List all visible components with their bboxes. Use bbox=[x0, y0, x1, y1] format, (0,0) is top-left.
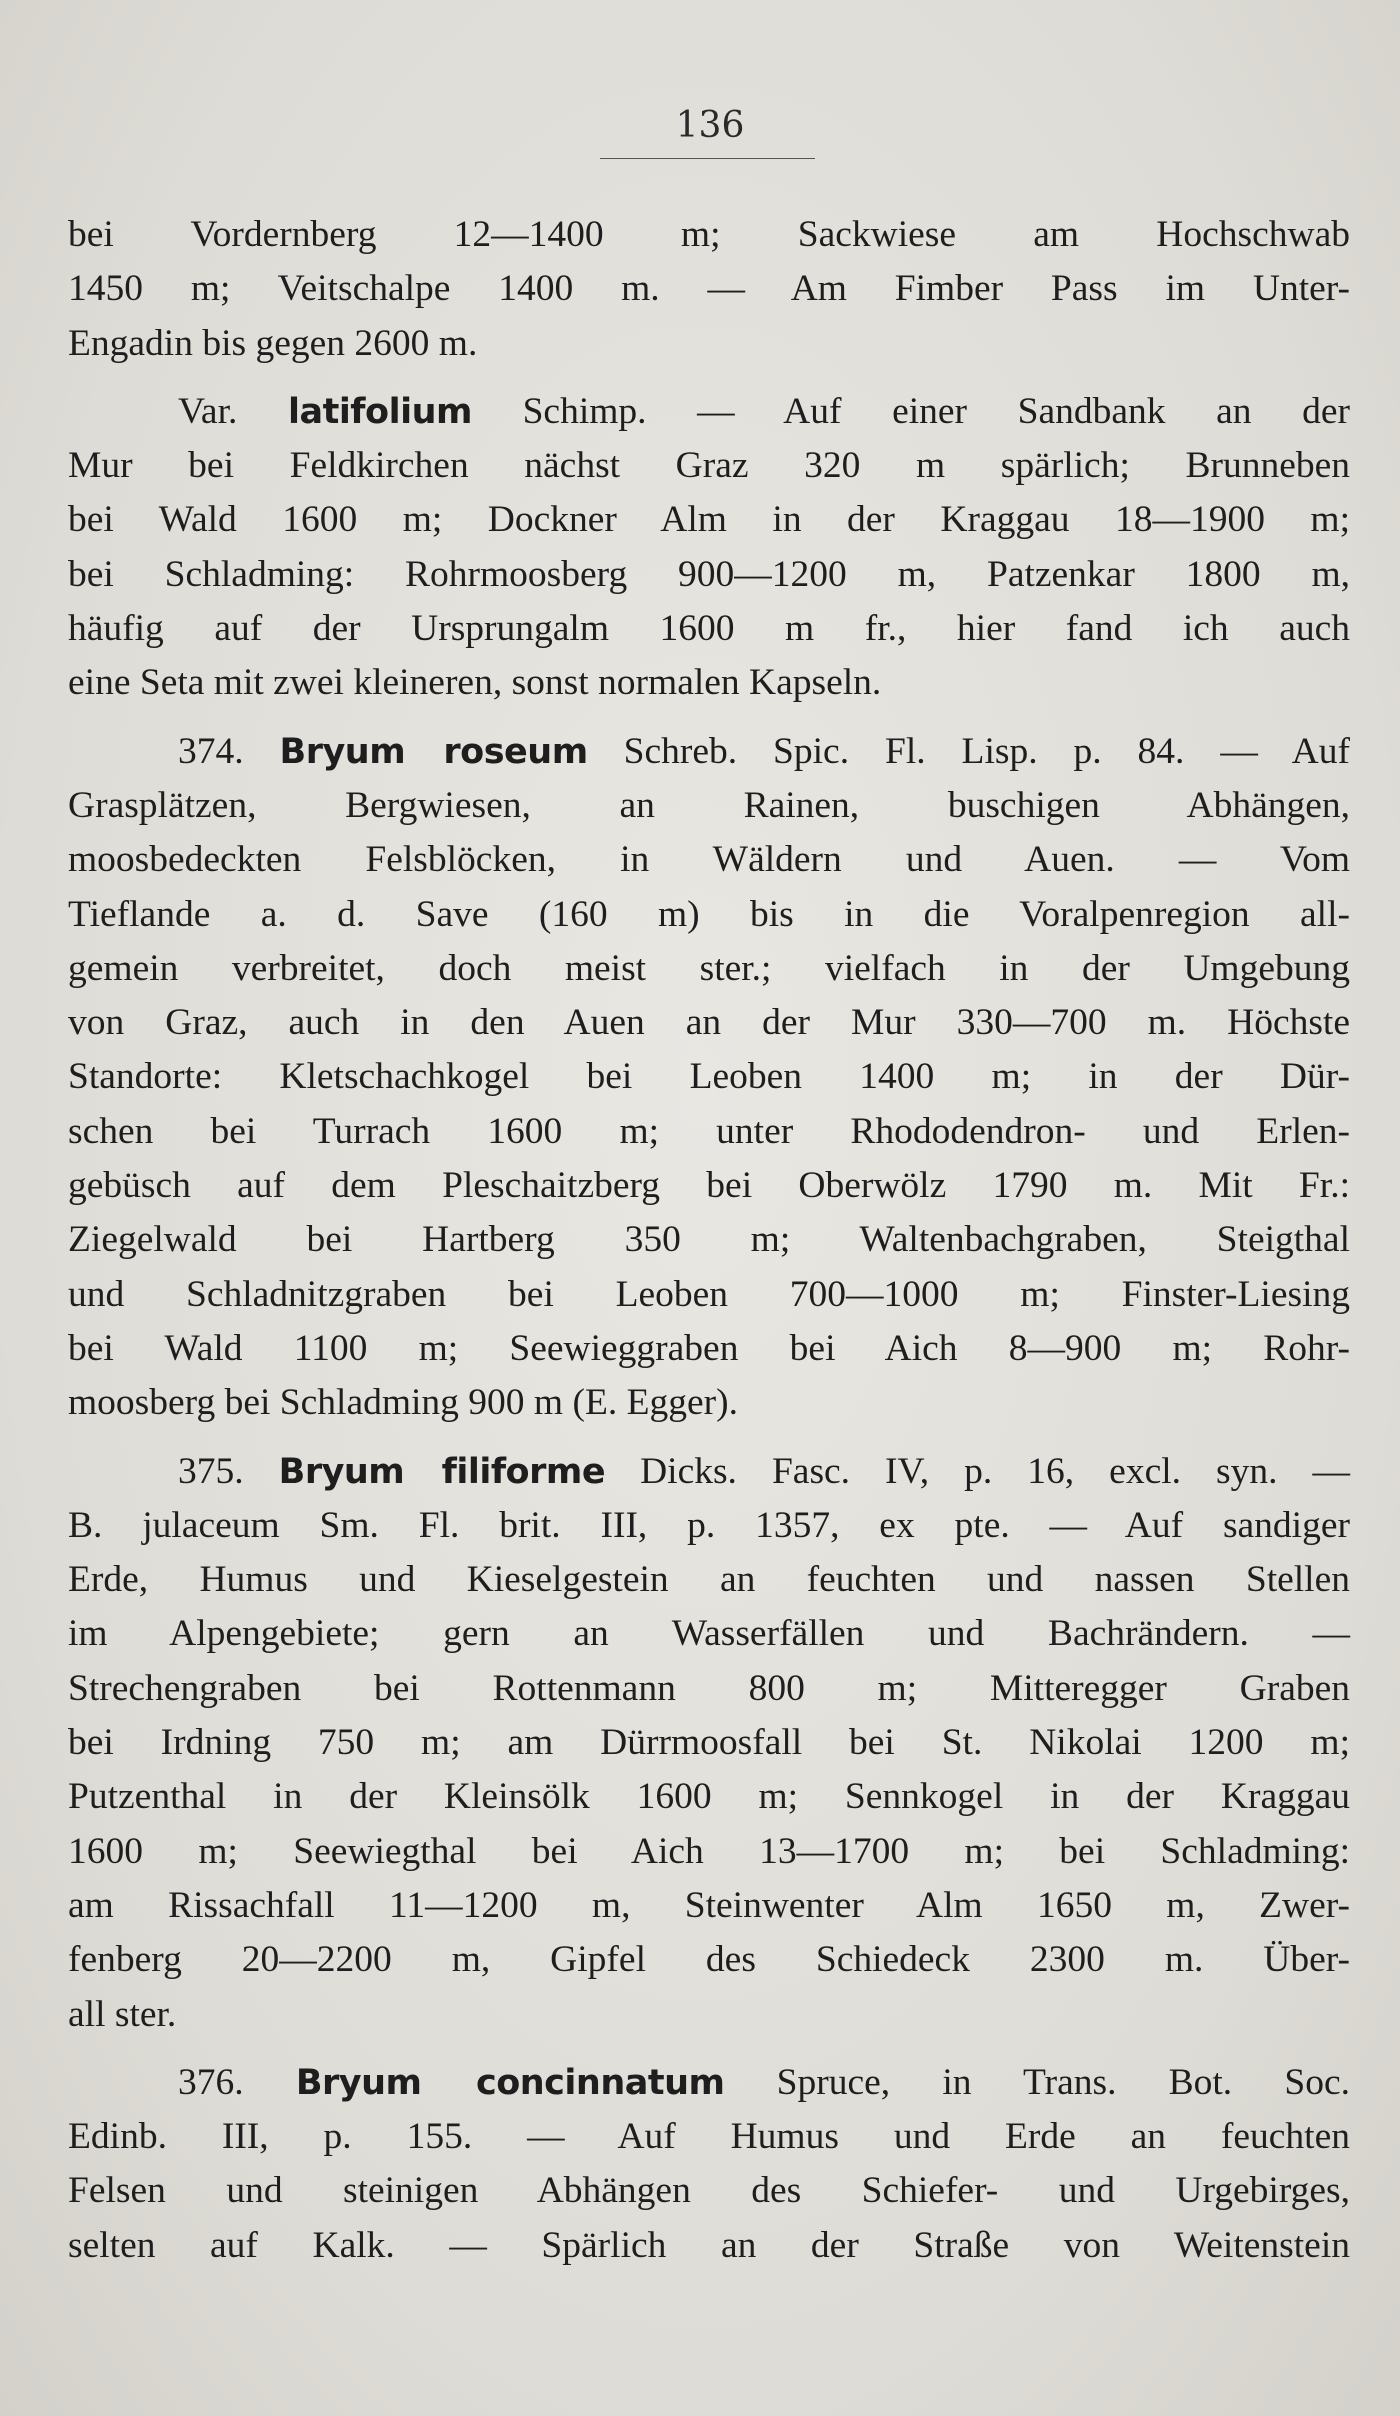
species-name: Bryum roseum bbox=[279, 731, 588, 772]
text-line: gebüsch auf dem Pleschaitzberg bei Oberwölz 1790 m. Mit Fr.: bbox=[68, 1165, 1350, 1207]
text-line: moosberg bei Schladming 900 m (E. Egger). bbox=[68, 1382, 739, 1424]
entry-citation: Dicks. Fasc. IV, p. 16, excl. syn. — bbox=[605, 1450, 1350, 1492]
header-rule bbox=[600, 158, 815, 159]
text-line: Grasplätzen, Bergwiesen, an Rainen, buschigen Abhängen, bbox=[68, 784, 1350, 826]
entry-number: 376. bbox=[178, 2061, 296, 2103]
text-line: häufig auf der Ursprungalm 1600 m fr., hier fand ich auch bbox=[68, 608, 1350, 650]
text-line: Felsen und steinigen Abhängen des Schiefer- und Urgebirges, bbox=[68, 2170, 1350, 2212]
text-line: selten auf Kalk. — Spärlich an der Straße von Weitenstein bbox=[68, 2224, 1350, 2266]
text-line: Standorte: Kletschachkogel bei Leoben 1400 m; in der Dür- bbox=[68, 1056, 1350, 1098]
page-number: 136 bbox=[675, 105, 745, 146]
entry-heading-line bbox=[68, 385, 1350, 439]
text-line: fenberg 20—2200 m, Gipfel des Schiedeck 2300 m. Über- bbox=[68, 1939, 1350, 1981]
text-line: Tieflande a. d. Save (160 m) bis in die Voralpenregion all- bbox=[68, 893, 1350, 935]
text-line: bei Wald 1600 m; Dockner Alm in der Kraggau 18—1900 m; bbox=[68, 499, 1350, 541]
text-line: Putzenthal in der Kleinsölk 1600 m; Sennkogel in der Kraggau bbox=[68, 1776, 1350, 1818]
entry-number: 375. bbox=[178, 1450, 279, 1492]
text-line: B. julaceum Sm. Fl. brit. III, p. 1357, ex pte. — Auf sandiger bbox=[68, 1504, 1350, 1546]
text-line: Ziegelwald bei Hartberg 350 m; Waltenbachgraben, Steigthal bbox=[68, 1219, 1350, 1261]
species-name: latifolium bbox=[287, 391, 472, 432]
species-name: Bryum filiforme bbox=[278, 1451, 606, 1492]
text-line: von Graz, auch in den Auen an der Mur 330—700 m. Höchste bbox=[68, 1002, 1350, 1044]
text-line: schen bei Turrach 1600 m; unter Rhododendron- und Erlen- bbox=[68, 1110, 1350, 1152]
text-line: Mur bei Feldkirchen nächst Graz 320 m spärlich; Brunneben bbox=[68, 445, 1350, 487]
entry-citation: Schreb. Spic. Fl. Lisp. p. 84. — Auf bbox=[587, 730, 1351, 772]
entry-heading-line bbox=[68, 2056, 1350, 2110]
text-line: bei Irdning 750 m; am Dürrmoosfall bei St. Nikolai 1200 m; bbox=[68, 1722, 1350, 1764]
paragraph-gap bbox=[68, 1431, 1350, 1445]
text-line: im Alpengebiete; gern an Wasserfällen und Bachrändern. — bbox=[68, 1613, 1350, 1655]
paragraph-gap bbox=[68, 711, 1350, 725]
text-line: bei Vordernberg 12—1400 m; Sackwiese am Hochschwab bbox=[68, 214, 1350, 255]
text-line: eine Seta mit zwei kleineren, sonst normalen Kapseln. bbox=[68, 662, 882, 704]
text-line: am Rissachfall 11—1200 m, Steinwenter Alm 1650 m, Zwer- bbox=[68, 1884, 1350, 1926]
species-name: Bryum concinnatum bbox=[295, 2062, 725, 2103]
paragraph-gap bbox=[68, 2042, 1350, 2056]
text-line: Engadin bis gegen 2600 m. bbox=[68, 322, 478, 364]
entry-citation: Spruce, in Trans. Bot. Soc. bbox=[724, 2061, 1350, 2103]
text-line: gemein verbreitet, doch meist ster.; vielfach in der Umgebung bbox=[68, 947, 1350, 989]
text-line: Erde, Humus und Kieselgestein an feuchten und nassen Stellen bbox=[68, 1559, 1350, 1601]
text-line: bei Wald 1100 m; Seewieggraben bei Aich 8—900 m; Rohr- bbox=[68, 1327, 1350, 1369]
text-line: Strechengraben bei Rottenmann 800 m; Mitteregger Graben bbox=[68, 1667, 1350, 1709]
text-line: all ster. bbox=[68, 1993, 177, 2035]
entry-heading-line bbox=[68, 1445, 1350, 1499]
text-line: moosbedeckten Felsblöcken, in Wäldern und Auen. — Vom bbox=[68, 839, 1350, 881]
text-line: bei Schladming: Rohrmoosberg 900—1200 m, Patzenkar 1800 m, bbox=[68, 553, 1350, 595]
body-text bbox=[68, 208, 1350, 2273]
entry-number: 374. bbox=[178, 730, 280, 772]
text-line: und Schladnitzgraben bei Leoben 700—1000 m; Finster-Liesing bbox=[68, 1273, 1350, 1315]
text-line: 1600 m; Seewiegthal bei Aich 13—1700 m; bei Schladming: bbox=[68, 1830, 1350, 1872]
paragraph-gap bbox=[68, 371, 1350, 385]
text-line: 1450 m; Veitschalpe 1400 m. — Am Fimber Pass im Unter- bbox=[68, 268, 1350, 310]
text-line: Edinb. III, p. 155. — Auf Humus und Erde an feuchten bbox=[68, 2116, 1350, 2158]
entry-number: Var. bbox=[178, 390, 288, 432]
entry-citation: Schimp. — Auf einer Sandbank an der bbox=[471, 390, 1350, 432]
entry-heading-line bbox=[68, 725, 1350, 779]
